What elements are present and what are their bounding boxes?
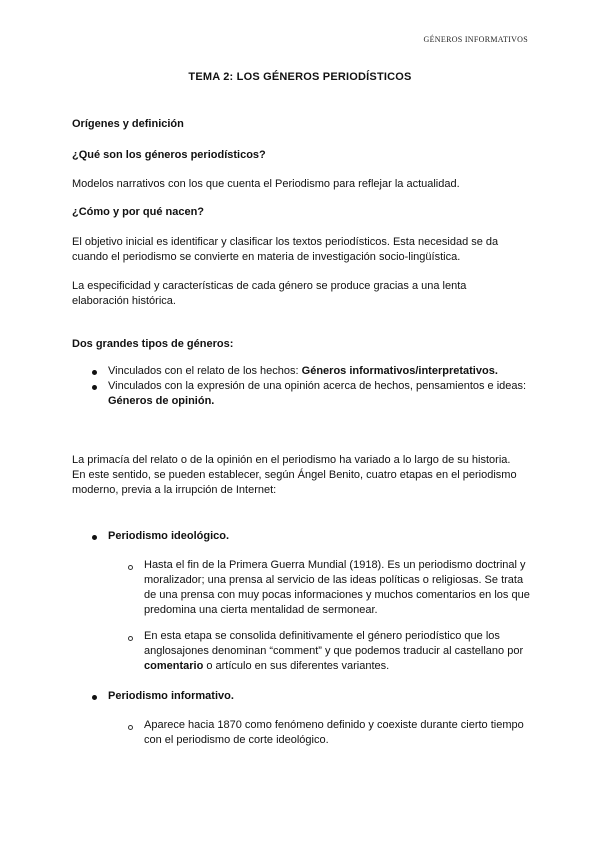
stage-title-ideological: Periodismo ideológico.: [108, 530, 230, 542]
history-paragraph: La primacía del relato o de la opinión en el periodismo ha variado a lo largo de su historia. En este sentido, se pueden establecer, según Ángel Benito, cuatro etapas en el periodismo moderno, previa a la irrupción de Internet:: [72, 454, 517, 496]
stage-title-informative: Periodismo informativo.: [108, 690, 234, 702]
circle-bullet-icon: [128, 725, 133, 730]
bullet-icon: [92, 385, 97, 390]
answer-how-paragraph-2: La especificidad y características de cada género se produce gracias a una lenta elaboración histórica.: [72, 280, 467, 307]
circle-bullet-icon: [128, 565, 133, 570]
circle-bullet-icon: [128, 636, 133, 641]
types-heading: Dos grandes tipos de géneros:: [72, 338, 234, 350]
stage-ideological-point-1: Hasta el fin de la Primera Guerra Mundial (1918). Es un periodismo doctrinal y moralizador; una prensa al servicio de las ideas políticas o religiosas. Se trata de una prensa con muy pocas informaciones y muchos comentarios en los que predomina una cierta mentalidad de sermonear.: [144, 559, 530, 616]
stage-informative-point-1: Aparece hacia 1870 como fenómeno definido y coexiste durante cierto tiempo con el periodismo de corte ideológico.: [144, 719, 524, 746]
page-title: TEMA 2: LOS GÉNEROS PERIODÍSTICOS: [188, 71, 412, 83]
bullet-icon: [92, 535, 97, 540]
stage-ideological-point-2: En esta etapa se consolida definitivamente el género periodístico que los anglosajones denominan “comment” y que podemos traducir al castellano por comentario o artículo en sus diferentes variantes.: [144, 630, 524, 672]
answer-how-paragraph-1: El objetivo inicial es identificar y clasificar los textos periodísticos. Esta necesidad se da cuando el periodismo se convierte en materia de investigación socio-lingüística.: [72, 236, 499, 263]
bullet-icon: [92, 370, 97, 375]
list-item: Vinculados con la expresión de una opinión acerca de hechos, pensamientos e ideas: Géneros de opinión.: [108, 380, 527, 407]
question-heading-what: ¿Qué son los géneros periodísticos?: [72, 149, 266, 161]
answer-what: Modelos narrativos con los que cuenta el Periodismo para reflejar la actualidad.: [72, 178, 460, 190]
bullet-icon: [92, 695, 97, 700]
running-header: GÉNEROS INFORMATIVOS: [423, 35, 528, 44]
question-heading-how: ¿Cómo y por qué nacen?: [72, 206, 205, 218]
section-heading-origins: Orígenes y definición: [72, 118, 184, 130]
list-item: Vinculados con el relato de los hechos: Géneros informativos/interpretativos.: [108, 365, 498, 377]
